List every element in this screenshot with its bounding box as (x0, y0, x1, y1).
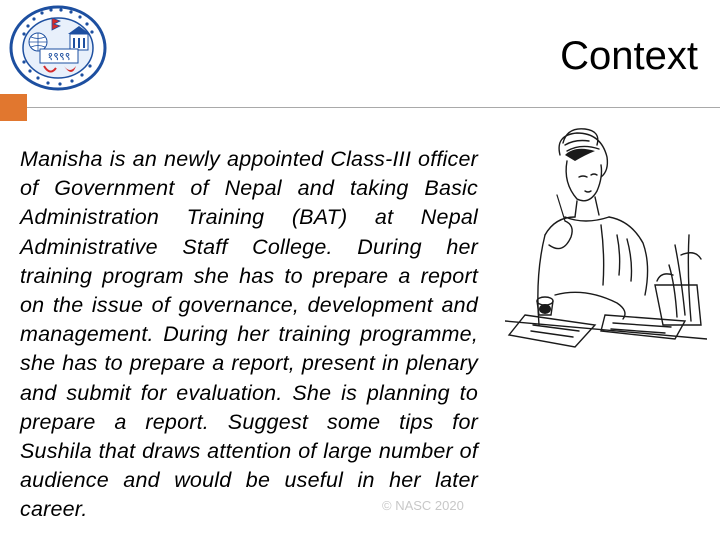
woman-writing-sketch-icon (505, 125, 707, 375)
footer-watermark: © NASC 2020 (382, 498, 464, 513)
slide-title: Context (560, 34, 698, 78)
title-divider (27, 107, 720, 108)
woman-writing-illustration (505, 125, 707, 375)
seal-year-text: १९९९ (47, 50, 71, 63)
context-paragraph: Manisha is an newly appointed Class-III officer of Government of Nepal and taking Basic Administration Training (BAT) at Nepal Administrative Staff College. During her training program she has to prepare a report on the issue of governance, development and management. During her training programme, she has to prepare a report, present in plenary and submit for evaluation. She is planning to prepare a report. Suggest some tips for Sushila that draws attention of large number of audience and would be useful in her later career. (20, 147, 478, 522)
title-accent-square (0, 94, 27, 121)
college-seal-logo (4, 4, 108, 92)
college-seal-icon (4, 4, 108, 92)
